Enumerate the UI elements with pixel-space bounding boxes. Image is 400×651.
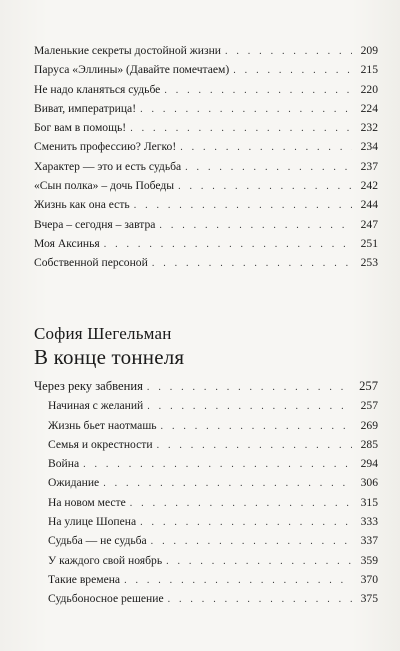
toc-entry-page: 375: [360, 592, 378, 606]
toc-entry-page: 220: [360, 82, 378, 96]
toc-entry-title: Жизнь как она есть: [34, 198, 130, 212]
toc-entry-page: 237: [360, 159, 378, 173]
dot-leader: [161, 417, 352, 436]
dot-leader: [185, 158, 352, 177]
toc-entry: [34, 234, 378, 253]
toc-entry: [34, 157, 378, 176]
toc-entry-title: Ожидание: [48, 476, 100, 490]
toc-entry-title: Моя Аксинья: [34, 236, 100, 250]
toc-entry-title: Жизнь бьет наотмашь: [48, 418, 157, 432]
dot-leader: [157, 436, 352, 455]
toc-entry-title: «Сын полка» – дочь Победы: [34, 179, 175, 193]
dot-leader: [124, 571, 352, 590]
toc-entry: [34, 137, 378, 156]
dot-leader: [134, 196, 352, 215]
toc-bottom-list: [34, 377, 378, 609]
toc-top-list: [34, 41, 378, 273]
toc-entry-title: Маленькие секреты достойной жизни: [34, 44, 221, 57]
toc-entry-page: 370: [360, 572, 378, 586]
toc-entry-title: Сменить профессию? Легко!: [34, 140, 177, 154]
toc-entry-title: Бог вам в помощь!: [34, 121, 127, 135]
toc-entry: [34, 60, 378, 79]
dot-leader: [233, 61, 352, 80]
dot-leader: [225, 42, 352, 61]
toc-entry-title: Характер — это и есть судьба: [34, 159, 182, 173]
toc-entry-title: Семья и окрестности: [48, 437, 153, 451]
toc-entry-title: Через реку забвения: [34, 379, 143, 393]
toc-entry-page: 244: [360, 198, 378, 212]
toc-entry: [34, 99, 378, 118]
toc-entry-page: 209: [360, 44, 378, 57]
dot-leader: [130, 494, 352, 513]
toc-entry-page: 247: [360, 217, 378, 231]
toc-entry-page: 257: [360, 399, 378, 413]
toc-subentry: [34, 570, 378, 589]
toc-entry-page: 359: [360, 553, 378, 567]
toc-entry-title: Не надо кланяться судьбе: [34, 82, 161, 96]
dot-leader: [147, 378, 352, 397]
toc-entry-page: 333: [360, 515, 378, 529]
dot-leader: [103, 474, 352, 493]
toc-entry-page: 232: [360, 121, 378, 135]
toc-entry-page: 242: [360, 179, 378, 193]
dot-leader: [178, 177, 352, 196]
toc-entry: [34, 215, 378, 234]
toc-entry-page: 253: [360, 256, 378, 270]
toc-entry-title: Судьбоносное решение: [48, 592, 164, 606]
toc-subentry: [34, 531, 378, 550]
dot-leader: [147, 397, 352, 416]
toc-subentry: [34, 435, 378, 454]
toc-entry-title: Паруса «Эллины» (Давайте помечтаем): [34, 63, 230, 77]
toc-entry-page: 306: [360, 476, 378, 490]
dot-leader: [140, 513, 352, 532]
toc-entry: [34, 195, 378, 214]
toc-entry: [34, 41, 378, 60]
toc-subentry: [34, 589, 378, 608]
toc-entry-title: Война: [48, 457, 80, 471]
toc-entry: [34, 80, 378, 99]
dot-leader: [83, 455, 352, 474]
toc-subentry: [34, 512, 378, 531]
toc-subentry: [34, 416, 378, 435]
toc-entry-title: На новом месте: [48, 495, 126, 509]
toc-subentry: [34, 396, 378, 415]
toc-entry-page: 294: [360, 457, 378, 471]
toc-entry: [34, 253, 378, 272]
toc-subentry: [34, 493, 378, 512]
dot-leader: [168, 590, 352, 609]
dot-leader: [164, 81, 352, 100]
toc-entry-title: Такие времена: [48, 572, 121, 586]
dot-leader: [166, 552, 352, 571]
toc-entry-page: 315: [360, 495, 378, 509]
toc-entry-title: Судьба — не судьба: [48, 534, 147, 548]
toc-entry-title: У каждого свой ноябрь: [48, 553, 163, 567]
dot-leader: [130, 119, 352, 138]
toc-entry-title: На улице Шопена: [48, 515, 137, 529]
toc-entry-page: 285: [360, 437, 378, 451]
toc-main-entry: [34, 377, 378, 396]
toc-entry-page: 251: [360, 236, 378, 250]
toc-entry: [34, 118, 378, 137]
toc-entry-page: 234: [360, 140, 378, 154]
dot-leader: [152, 254, 352, 273]
dot-leader: [151, 532, 352, 551]
toc-entry-title: Начиная с желаний: [48, 399, 144, 413]
toc-subentry: [34, 473, 378, 492]
toc-entry-page: 269: [360, 418, 378, 432]
toc-subentry: [34, 454, 378, 473]
toc-subentry: [34, 551, 378, 570]
toc-entry-title: Вчера – сегодня – завтра: [34, 217, 156, 231]
toc-entry-title: Собственной персоной: [34, 256, 148, 270]
toc-entry: [34, 176, 378, 195]
toc-entry-page: 215: [360, 63, 378, 77]
dot-leader: [104, 235, 352, 254]
toc-entry-page: 337: [360, 534, 378, 548]
toc-entry-page: 224: [360, 101, 378, 115]
toc-entry-page: 257: [359, 379, 378, 393]
dot-leader: [159, 216, 352, 235]
dot-leader: [140, 100, 352, 119]
toc-entry-title: Виват, императрица!: [34, 101, 137, 115]
dot-leader: [180, 138, 352, 157]
section-author: София Шегельман: [34, 324, 172, 343]
section-work-title: В конце тоннеля: [34, 345, 185, 369]
